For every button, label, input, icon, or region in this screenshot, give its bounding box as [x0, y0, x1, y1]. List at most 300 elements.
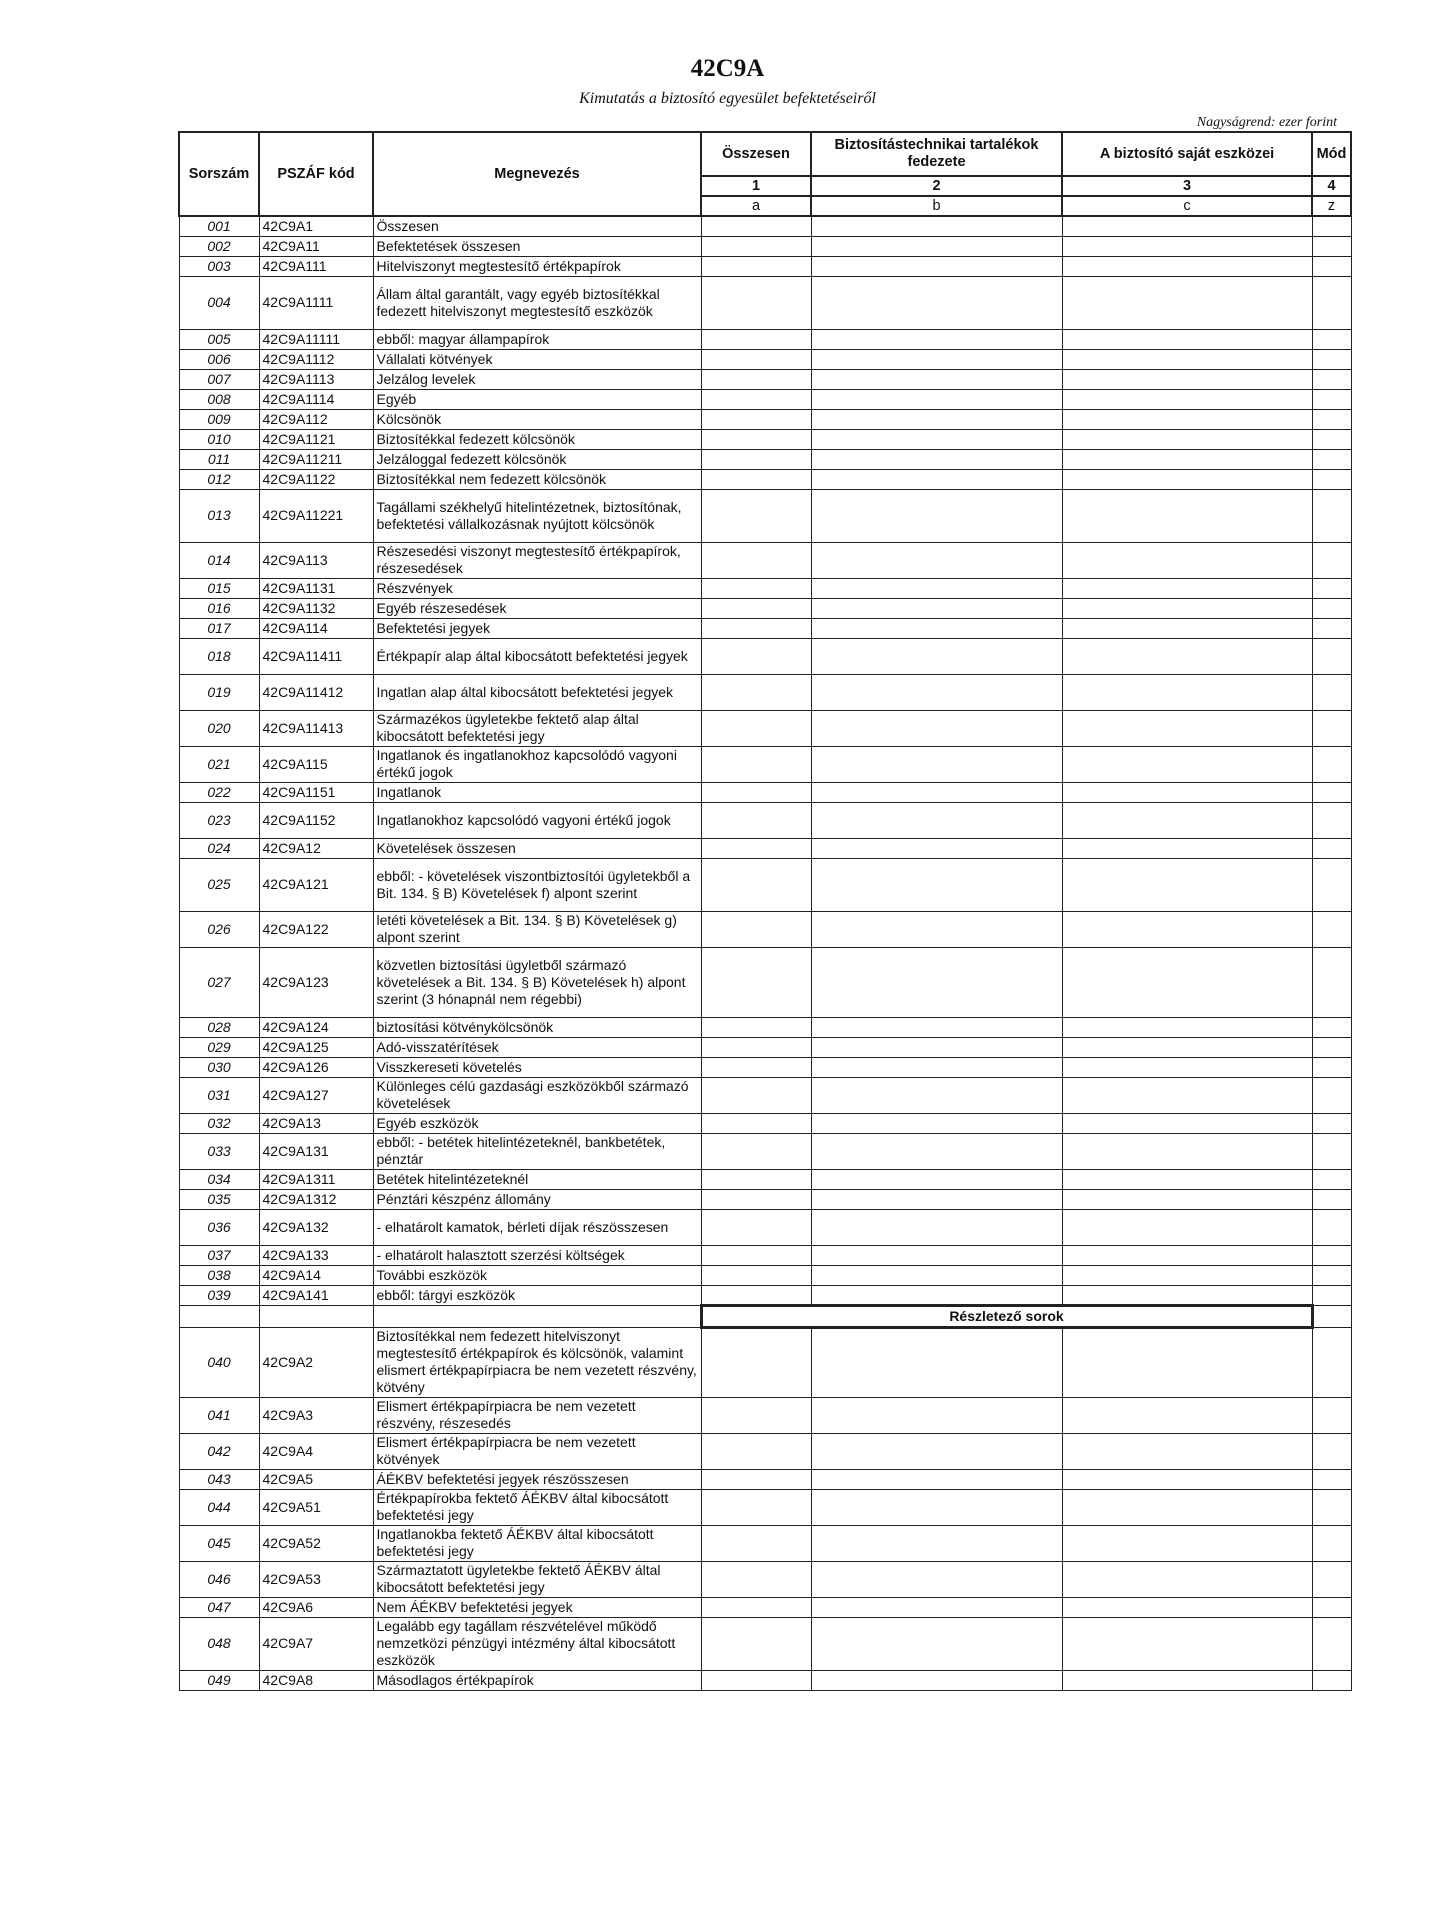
cell-sajat[interactable] — [1062, 1561, 1312, 1597]
cell-fedezet[interactable] — [811, 858, 1062, 911]
cell-mod[interactable] — [1312, 276, 1351, 329]
cell-mod[interactable] — [1312, 429, 1351, 449]
cell-osszesen[interactable] — [701, 1561, 811, 1597]
row-code: 42C9A1122 — [259, 469, 373, 489]
row-number: 001 — [179, 216, 259, 236]
row-number: 028 — [179, 1017, 259, 1037]
table-row — [179, 216, 1351, 236]
cell-osszesen[interactable] — [701, 1209, 811, 1245]
row-code: 42C9A112 — [259, 409, 373, 429]
cell-mod[interactable] — [1312, 542, 1351, 578]
cell-osszesen[interactable] — [701, 782, 811, 802]
cell-osszesen[interactable] — [701, 349, 811, 369]
col-letter-c: c — [1062, 196, 1312, 216]
cell-sajat[interactable] — [1062, 389, 1312, 409]
cell-osszesen[interactable] — [701, 578, 811, 598]
row-number: 019 — [179, 674, 259, 710]
cell-fedezet[interactable] — [811, 1037, 1062, 1057]
cell-fedezet[interactable] — [811, 449, 1062, 469]
cell-sajat[interactable] — [1062, 578, 1312, 598]
cell-sajat[interactable] — [1062, 802, 1312, 838]
cell-osszesen[interactable] — [701, 1469, 811, 1489]
cell-osszesen[interactable] — [701, 838, 811, 858]
cell-osszesen[interactable] — [701, 542, 811, 578]
cell-sajat[interactable] — [1062, 1189, 1312, 1209]
row-name: Ingatlanokhoz kapcsolódó vagyoni értékű jogok — [373, 802, 701, 838]
cell-osszesen[interactable] — [701, 489, 811, 542]
cell-sajat[interactable] — [1062, 369, 1312, 389]
row-number: 049 — [179, 1670, 259, 1690]
row-name: Jelzálog levelek — [373, 369, 701, 389]
row-code: 42C9A1111 — [259, 276, 373, 329]
cell-fedezet[interactable] — [811, 329, 1062, 349]
row-code: 42C9A126 — [259, 1057, 373, 1077]
cell-sajat[interactable] — [1062, 1245, 1312, 1265]
cell-osszesen[interactable] — [701, 618, 811, 638]
cell-fedezet[interactable] — [811, 618, 1062, 638]
row-name: Egyéb — [373, 389, 701, 409]
cell-mod[interactable] — [1312, 1469, 1351, 1489]
cell-fedezet[interactable] — [811, 1433, 1062, 1469]
cell-sajat[interactable] — [1062, 1597, 1312, 1617]
col-header-osszesen: Összesen — [701, 132, 811, 176]
cell-mod[interactable] — [1312, 1037, 1351, 1057]
cell-fedezet[interactable] — [811, 1017, 1062, 1037]
table-row — [179, 1597, 1351, 1617]
row-name: Biztosítékkal nem fedezett kölcsönök — [373, 469, 701, 489]
cell-sajat[interactable] — [1062, 782, 1312, 802]
cell-mod[interactable] — [1312, 638, 1351, 674]
cell-fedezet[interactable] — [811, 1617, 1062, 1670]
cell-osszesen[interactable] — [701, 236, 811, 256]
cell-osszesen[interactable] — [701, 1189, 811, 1209]
row-code: 42C9A1112 — [259, 349, 373, 369]
cell-osszesen[interactable] — [701, 1169, 811, 1189]
cell-fedezet[interactable] — [811, 947, 1062, 1017]
row-number: 043 — [179, 1469, 259, 1489]
cell-fedezet[interactable] — [811, 1133, 1062, 1169]
table-row — [179, 1525, 1351, 1561]
cell-mod[interactable] — [1312, 598, 1351, 618]
cell-mod[interactable] — [1312, 236, 1351, 256]
row-name: közvetlen biztosítási ügyletből származó követelések a Bit. 134. § B) Követelések h) alpont szerint (3 hónapnál nem régebbi) — [373, 947, 701, 1017]
cell-sajat[interactable] — [1062, 1265, 1312, 1285]
cell-fedezet[interactable] — [811, 1670, 1062, 1690]
row-name: Követelések összesen — [373, 838, 701, 858]
section-blank — [373, 1305, 701, 1327]
cell-fedezet[interactable] — [811, 1327, 1062, 1397]
cell-osszesen[interactable] — [701, 710, 811, 746]
cell-osszesen[interactable] — [701, 1037, 811, 1057]
cell-osszesen[interactable] — [701, 1617, 811, 1670]
cell-fedezet[interactable] — [811, 1057, 1062, 1077]
row-number: 033 — [179, 1133, 259, 1169]
cell-mod[interactable] — [1312, 1057, 1351, 1077]
table-row — [179, 329, 1351, 349]
table-row — [179, 947, 1351, 1017]
table-row — [179, 1017, 1351, 1037]
cell-osszesen[interactable] — [701, 638, 811, 674]
row-code: 42C9A53 — [259, 1561, 373, 1597]
row-name: - elhatárolt halasztott szerzési költségek — [373, 1245, 701, 1265]
cell-fedezet[interactable] — [811, 638, 1062, 674]
cell-mod[interactable] — [1312, 1597, 1351, 1617]
cell-sajat[interactable] — [1062, 1327, 1312, 1397]
section-label: Részletező sorok — [701, 1305, 1312, 1327]
cell-sajat[interactable] — [1062, 1525, 1312, 1561]
cell-fedezet[interactable] — [811, 489, 1062, 542]
cell-sajat[interactable] — [1062, 947, 1312, 1017]
cell-fedezet[interactable] — [811, 389, 1062, 409]
cell-sajat[interactable] — [1062, 1037, 1312, 1057]
col-number-3: 3 — [1062, 176, 1312, 196]
row-name: Egyéb eszközök — [373, 1113, 701, 1133]
row-number: 013 — [179, 489, 259, 542]
row-number: 040 — [179, 1327, 259, 1397]
cell-fedezet[interactable] — [811, 1561, 1062, 1597]
table-row — [179, 1397, 1351, 1433]
cell-mod[interactable] — [1312, 1617, 1351, 1670]
cell-fedezet[interactable] — [811, 1489, 1062, 1525]
cell-mod[interactable] — [1312, 782, 1351, 802]
cell-fedezet[interactable] — [811, 1397, 1062, 1433]
cell-mod[interactable] — [1312, 1077, 1351, 1113]
cell-fedezet[interactable] — [811, 1189, 1062, 1209]
cell-sajat[interactable] — [1062, 1285, 1312, 1305]
cell-mod[interactable] — [1312, 1561, 1351, 1597]
cell-sajat[interactable] — [1062, 349, 1312, 369]
cell-mod[interactable] — [1312, 947, 1351, 1017]
row-number: 006 — [179, 349, 259, 369]
cell-sajat[interactable] — [1062, 256, 1312, 276]
row-number: 011 — [179, 449, 259, 469]
cell-osszesen[interactable] — [701, 1327, 811, 1397]
cell-mod[interactable] — [1312, 1245, 1351, 1265]
row-code: 42C9A1151 — [259, 782, 373, 802]
cell-sajat[interactable] — [1062, 1433, 1312, 1469]
row-number: 032 — [179, 1113, 259, 1133]
cell-sajat[interactable] — [1062, 911, 1312, 947]
cell-mod[interactable] — [1312, 710, 1351, 746]
cell-fedezet[interactable] — [811, 802, 1062, 838]
row-name: Ingatlan alap által kibocsátott befektetési jegyek — [373, 674, 701, 710]
cell-osszesen[interactable] — [701, 216, 811, 236]
cell-sajat[interactable] — [1062, 1169, 1312, 1189]
cell-osszesen[interactable] — [701, 449, 811, 469]
cell-mod[interactable] — [1312, 674, 1351, 710]
cell-sajat[interactable] — [1062, 598, 1312, 618]
row-code: 42C9A124 — [259, 1017, 373, 1037]
cell-sajat[interactable] — [1062, 1017, 1312, 1037]
cell-osszesen[interactable] — [701, 1133, 811, 1169]
table-row — [179, 1670, 1351, 1690]
cell-mod[interactable] — [1312, 1169, 1351, 1189]
cell-mod[interactable] — [1312, 1285, 1351, 1305]
cell-sajat[interactable] — [1062, 1077, 1312, 1113]
cell-sajat[interactable] — [1062, 618, 1312, 638]
table-row — [179, 598, 1351, 618]
cell-mod[interactable] — [1312, 1133, 1351, 1169]
cell-fedezet[interactable] — [811, 256, 1062, 276]
cell-mod[interactable] — [1312, 1670, 1351, 1690]
cell-fedezet[interactable] — [811, 276, 1062, 329]
col-header-mod: Mód — [1312, 132, 1351, 176]
cell-fedezet[interactable] — [811, 216, 1062, 236]
cell-osszesen[interactable] — [701, 802, 811, 838]
cell-osszesen[interactable] — [701, 858, 811, 911]
cell-sajat[interactable] — [1062, 1397, 1312, 1433]
cell-fedezet[interactable] — [811, 1245, 1062, 1265]
cell-mod[interactable] — [1312, 349, 1351, 369]
cell-sajat[interactable] — [1062, 1617, 1312, 1670]
row-number: 036 — [179, 1209, 259, 1245]
cell-osszesen[interactable] — [701, 911, 811, 947]
cell-sajat[interactable] — [1062, 542, 1312, 578]
cell-osszesen[interactable] — [701, 674, 811, 710]
cell-mod[interactable] — [1312, 1525, 1351, 1561]
cell-osszesen[interactable] — [701, 1433, 811, 1469]
row-code: 42C9A11412 — [259, 674, 373, 710]
cell-mod[interactable] — [1312, 489, 1351, 542]
cell-mod[interactable] — [1312, 802, 1351, 838]
cell-mod[interactable] — [1312, 469, 1351, 489]
cell-mod[interactable] — [1312, 1017, 1351, 1037]
row-code: 42C9A125 — [259, 1037, 373, 1057]
units-note: Nagyságrend: ezer forint — [1196, 115, 1337, 130]
cell-fedezet[interactable] — [811, 542, 1062, 578]
cell-fedezet[interactable] — [811, 710, 1062, 746]
cell-osszesen[interactable] — [701, 598, 811, 618]
table-row — [179, 369, 1351, 389]
row-name: Állam által garantált, vagy egyéb biztosítékkal fedezett hitelviszonyt megtestesítő eszközök — [373, 276, 701, 329]
cell-sajat[interactable] — [1062, 858, 1312, 911]
row-name: Vállalati kötvények — [373, 349, 701, 369]
cell-osszesen[interactable] — [701, 746, 811, 782]
row-code: 42C9A1131 — [259, 578, 373, 598]
cell-mod[interactable] — [1312, 1489, 1351, 1525]
row-code: 42C9A11413 — [259, 710, 373, 746]
cell-osszesen[interactable] — [701, 1017, 811, 1037]
row-number: 044 — [179, 1489, 259, 1525]
cell-fedezet[interactable] — [811, 911, 1062, 947]
cell-sajat[interactable] — [1062, 838, 1312, 858]
cell-sajat[interactable] — [1062, 409, 1312, 429]
row-name: Származékos ügyletekbe fektető alap által kibocsátott befektetési jegy — [373, 710, 701, 746]
row-number: 002 — [179, 236, 259, 256]
cell-sajat[interactable] — [1062, 489, 1312, 542]
section-blank — [179, 1305, 259, 1327]
row-name: Különleges célú gazdasági eszközökből származó követelések — [373, 1077, 701, 1113]
cell-sajat[interactable] — [1062, 674, 1312, 710]
row-name: Pénztári készpénz állomány — [373, 1189, 701, 1209]
cell-sajat[interactable] — [1062, 1489, 1312, 1525]
cell-mod[interactable] — [1312, 746, 1351, 782]
cell-osszesen[interactable] — [701, 1113, 811, 1133]
row-number: 035 — [179, 1189, 259, 1209]
row-number: 030 — [179, 1057, 259, 1077]
table-row — [179, 1113, 1351, 1133]
cell-fedezet[interactable] — [811, 236, 1062, 256]
table-row — [179, 489, 1351, 542]
cell-sajat[interactable] — [1062, 429, 1312, 449]
cell-osszesen[interactable] — [701, 1245, 811, 1265]
cell-mod[interactable] — [1312, 449, 1351, 469]
cell-sajat[interactable] — [1062, 710, 1312, 746]
row-code: 42C9A111 — [259, 256, 373, 276]
row-name: ebből: magyar állampapírok — [373, 329, 701, 349]
row-name: Kölcsönök — [373, 409, 701, 429]
row-name: Biztosítékkal nem fedezett hitelviszonyt megtestesítő értékpapírok és kölcsönök, valamint elismert értékpapírpiacra be nem vezetett részvény, kötvény — [373, 1327, 701, 1397]
cell-fedezet[interactable] — [811, 1169, 1062, 1189]
row-number: 031 — [179, 1077, 259, 1113]
row-number: 008 — [179, 389, 259, 409]
cell-mod[interactable] — [1312, 369, 1351, 389]
cell-sajat[interactable] — [1062, 329, 1312, 349]
cell-fedezet[interactable] — [811, 369, 1062, 389]
cell-osszesen[interactable] — [701, 1489, 811, 1525]
cell-fedezet[interactable] — [811, 1209, 1062, 1245]
row-code: 42C9A11 — [259, 236, 373, 256]
cell-sajat[interactable] — [1062, 236, 1312, 256]
cell-fedezet[interactable] — [811, 1469, 1062, 1489]
row-number: 041 — [179, 1397, 259, 1433]
cell-mod[interactable] — [1312, 389, 1351, 409]
col-number-4: 4 — [1312, 176, 1351, 196]
table-row — [179, 674, 1351, 710]
cell-sajat[interactable] — [1062, 746, 1312, 782]
cell-osszesen[interactable] — [701, 1285, 811, 1305]
cell-mod[interactable] — [1312, 256, 1351, 276]
cell-mod[interactable] — [1312, 409, 1351, 429]
cell-mod[interactable] — [1312, 1113, 1351, 1133]
report-table — [178, 131, 1352, 1691]
cell-mod[interactable] — [1312, 1433, 1351, 1469]
cell-osszesen[interactable] — [701, 329, 811, 349]
cell-osszesen[interactable] — [701, 369, 811, 389]
cell-mod[interactable] — [1312, 578, 1351, 598]
cell-osszesen[interactable] — [701, 389, 811, 409]
row-name: Hitelviszonyt megtestesítő értékpapírok — [373, 256, 701, 276]
cell-mod[interactable] — [1312, 838, 1351, 858]
cell-sajat[interactable] — [1062, 276, 1312, 329]
cell-osszesen[interactable] — [701, 1597, 811, 1617]
cell-osszesen[interactable] — [701, 469, 811, 489]
cell-mod[interactable] — [1312, 329, 1351, 349]
cell-osszesen[interactable] — [701, 1265, 811, 1285]
row-code: 42C9A6 — [259, 1597, 373, 1617]
cell-sajat[interactable] — [1062, 1670, 1312, 1690]
cell-mod[interactable] — [1312, 858, 1351, 911]
cell-osszesen[interactable] — [701, 409, 811, 429]
cell-mod[interactable] — [1312, 1265, 1351, 1285]
cell-fedezet[interactable] — [811, 1077, 1062, 1113]
row-code: 42C9A11211 — [259, 449, 373, 469]
row-number: 020 — [179, 710, 259, 746]
cell-mod[interactable] — [1312, 1397, 1351, 1433]
cell-fedezet[interactable] — [811, 578, 1062, 598]
table-row — [179, 1327, 1351, 1397]
cell-osszesen[interactable] — [701, 947, 811, 1017]
cell-fedezet[interactable] — [811, 782, 1062, 802]
cell-sajat[interactable] — [1062, 469, 1312, 489]
row-number: 025 — [179, 858, 259, 911]
cell-sajat[interactable] — [1062, 1113, 1312, 1133]
cell-mod[interactable] — [1312, 1327, 1351, 1397]
cell-mod[interactable] — [1312, 1189, 1351, 1209]
cell-sajat[interactable] — [1062, 1057, 1312, 1077]
row-name: Részvények — [373, 578, 701, 598]
cell-fedezet[interactable] — [811, 1265, 1062, 1285]
row-name: Legalább egy tagállam részvételével működő nemzetközi pénzügyi intézmény által kibocsátott eszközök — [373, 1617, 701, 1670]
row-number: 004 — [179, 276, 259, 329]
col-header-fedezet: Biztosítástechnikai tartalékok fedezete — [811, 132, 1062, 176]
cell-osszesen[interactable] — [701, 1525, 811, 1561]
cell-osszesen[interactable] — [701, 429, 811, 449]
cell-fedezet[interactable] — [811, 429, 1062, 449]
cell-sajat[interactable] — [1062, 638, 1312, 674]
cell-fedezet[interactable] — [811, 1597, 1062, 1617]
cell-fedezet[interactable] — [811, 746, 1062, 782]
row-name: ÁÉKBV befektetési jegyek részösszesen — [373, 1469, 701, 1489]
table-row — [179, 1037, 1351, 1057]
cell-fedezet[interactable] — [811, 469, 1062, 489]
table-row — [179, 1265, 1351, 1285]
cell-mod[interactable] — [1312, 618, 1351, 638]
cell-mod[interactable] — [1312, 911, 1351, 947]
row-code: 42C9A121 — [259, 858, 373, 911]
table-row — [179, 449, 1351, 469]
cell-fedezet[interactable] — [811, 409, 1062, 429]
cell-fedezet[interactable] — [811, 1525, 1062, 1561]
cell-fedezet[interactable] — [811, 1285, 1062, 1305]
cell-osszesen[interactable] — [701, 1670, 811, 1690]
cell-fedezet[interactable] — [811, 349, 1062, 369]
cell-sajat[interactable] — [1062, 1469, 1312, 1489]
cell-fedezet[interactable] — [811, 598, 1062, 618]
cell-fedezet[interactable] — [811, 1113, 1062, 1133]
cell-mod[interactable] — [1312, 1209, 1351, 1245]
cell-mod[interactable] — [1312, 216, 1351, 236]
row-name: ebből: tárgyi eszközök — [373, 1285, 701, 1305]
cell-sajat[interactable] — [1062, 449, 1312, 469]
cell-osszesen[interactable] — [701, 1057, 811, 1077]
cell-osszesen[interactable] — [701, 1397, 811, 1433]
cell-osszesen[interactable] — [701, 276, 811, 329]
row-number: 003 — [179, 256, 259, 276]
row-name: Ingatlanokba fektető ÁÉKBV által kibocsátott befektetési jegy — [373, 1525, 701, 1561]
row-code: 42C9A1121 — [259, 429, 373, 449]
cell-sajat[interactable] — [1062, 1209, 1312, 1245]
row-code: 42C9A1 — [259, 216, 373, 236]
cell-sajat[interactable] — [1062, 1133, 1312, 1169]
cell-osszesen[interactable] — [701, 1077, 811, 1113]
table-row — [179, 746, 1351, 782]
row-number: 042 — [179, 1433, 259, 1469]
table-row — [179, 858, 1351, 911]
row-code: 42C9A127 — [259, 1077, 373, 1113]
cell-fedezet[interactable] — [811, 674, 1062, 710]
table-row — [179, 542, 1351, 578]
row-number: 009 — [179, 409, 259, 429]
row-code: 42C9A1132 — [259, 598, 373, 618]
cell-osszesen[interactable] — [701, 256, 811, 276]
table-row — [179, 1433, 1351, 1469]
col-letter-a: a — [701, 196, 811, 216]
cell-sajat[interactable] — [1062, 216, 1312, 236]
row-code: 42C9A5 — [259, 1469, 373, 1489]
cell-fedezet[interactable] — [811, 838, 1062, 858]
table-row — [179, 802, 1351, 838]
